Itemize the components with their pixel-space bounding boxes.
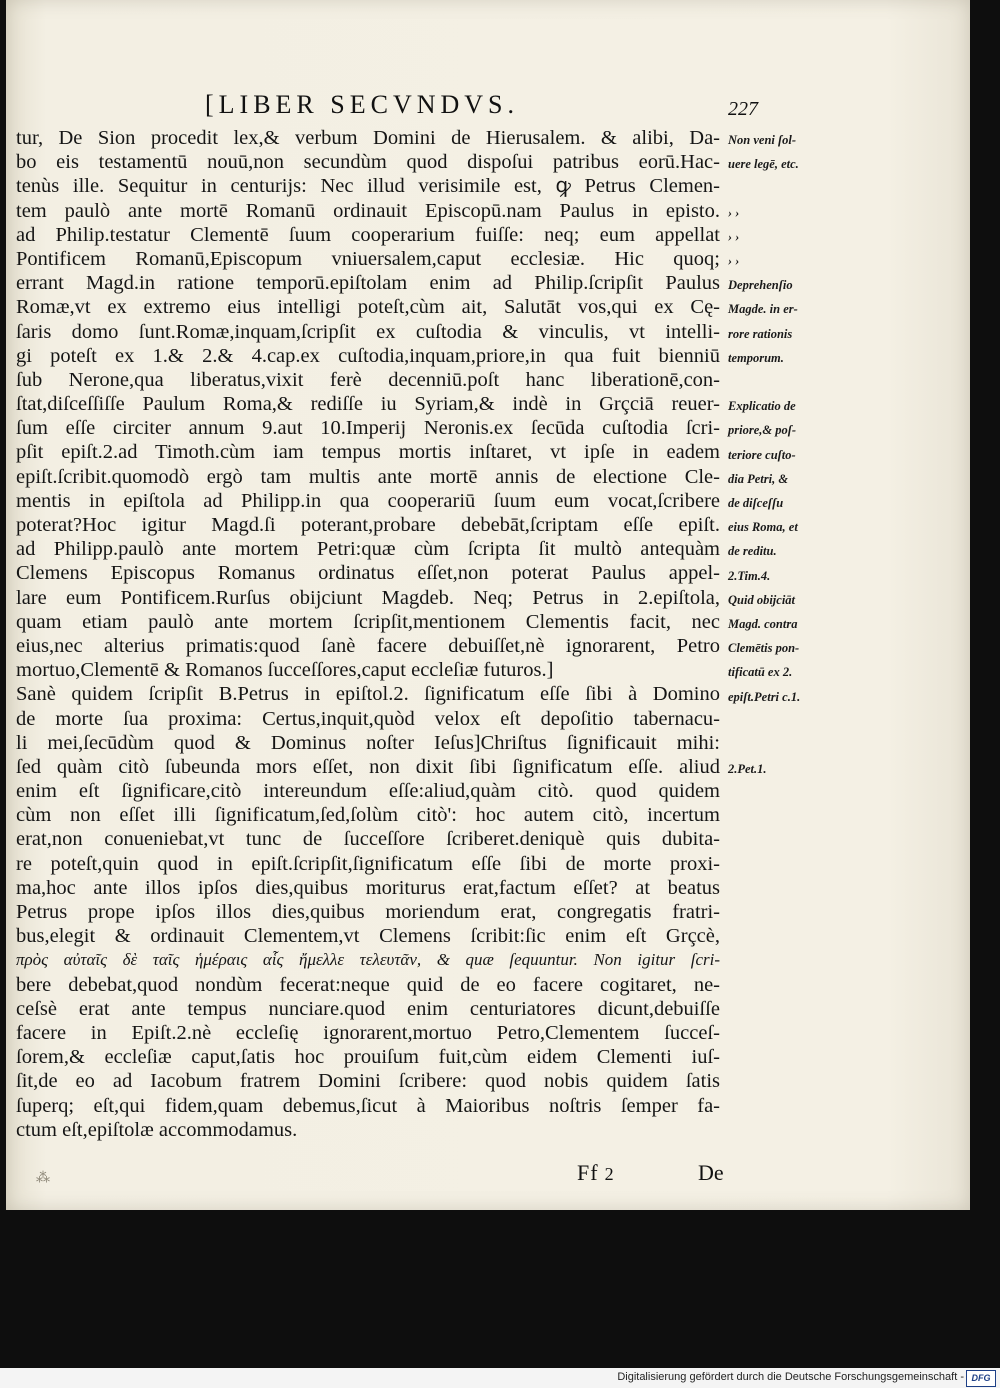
margin-note: Explicatio de bbox=[728, 399, 796, 414]
text-line: epiſt.ſcribit.quomodò ergò tam multis ante mortē annis de electione Cle- bbox=[16, 465, 720, 488]
margin-note: eius Roma, et bbox=[728, 520, 798, 535]
text-line: eius,nec alterius primatis:quod ſanè facere debuiſſet,nè ignorarent, Petro bbox=[16, 634, 720, 657]
margin-note: › › bbox=[728, 205, 740, 220]
margin-note: priore,& poſ- bbox=[728, 423, 797, 438]
text-line: tenùs ille. Sequitur in centurijs: Nec illud verisimile est, ꝙ Petrus Clemen- bbox=[16, 175, 720, 198]
margin-note: Clemētis pon- bbox=[728, 641, 800, 656]
text-line: πρὸς αὐταῖς δὲ ταῖς ἡμέραις αἷς ἤμελλε τελευτᾶν, & quæ ſequuntur. Non igitur ſcri- bbox=[16, 950, 720, 970]
margin-note: › › bbox=[728, 254, 740, 268]
text-line: ma,hoc ante illos ipſos dies,quibus moriturus erat,factum eſſet? at beatus bbox=[16, 876, 720, 899]
text-line: poterat?Hoc igitur Magd.ſi poterant,probare debebāt,ſcriptam eſſe epiſt. bbox=[16, 514, 720, 536]
signature-number: 2 bbox=[604, 1164, 615, 1184]
text-line: tur, De Sion procedit lex,& verbum Domini de Hierusalem. & alibi, Da- bbox=[16, 127, 720, 149]
stray-mark: ⁂ bbox=[36, 1171, 50, 1186]
text-line: mentis in epiſtola ad Philipp.in qua cooperariū ſuum eum vocat,ſcribere bbox=[16, 489, 720, 512]
text-line: ſuperq; eſt,qui fidem,quam debemus,ſicut à Maioribus noſtris ſemper fa- bbox=[16, 1094, 720, 1117]
margin-note: rore rationis bbox=[728, 326, 793, 341]
text-line: ſtat,diſceſſiſſe Paulum Roma,& rediſſe iu Syriam,& indè in Grçciā reuer- bbox=[16, 393, 720, 416]
margin-note: tificatū ex 2. bbox=[728, 665, 793, 680]
text-line: ceſsè erat ante tempus nunciare.quod enim centuriatores dicunt,debuiſſe bbox=[16, 997, 720, 1020]
running-head: [LIBER SECVNDVS. bbox=[205, 90, 520, 119]
margin-note: 2.Tim.4. bbox=[728, 568, 771, 583]
margin-note: Deprehenſio bbox=[728, 278, 793, 293]
text-line: ſum eſſe circiter annum 9.aut 10.Imperij Neronis.ex ſecūda cuſtodia ſcri- bbox=[16, 417, 720, 440]
text-line: bo eis testamentū nouū,non secundùm quod dispoſui patribus eorū.Hac- bbox=[16, 151, 720, 174]
text-line: ad Philipp.paulò ante mortem Petri:quæ cùm ſcripta ſit multò antequàm bbox=[16, 538, 720, 561]
signature-mark bbox=[577, 1160, 615, 1186]
text-line: enim eſt ſignificare,citò intereundum eſſe:aliud,quàm citò. quod quidem bbox=[16, 780, 720, 803]
margin-note: epiſt.Petri c.1. bbox=[728, 689, 801, 704]
margin-note: › › bbox=[728, 229, 740, 244]
text-line: ad Philip.testatur Clementē ſuum cooperarium fuiſſe: neq; eum appellat bbox=[16, 223, 720, 246]
text-line: ſub Nerone,qua liberatus,vixit ferè decenniū.poſt hanc liberationē,con- bbox=[16, 368, 720, 391]
margin-note: de diſceſſu bbox=[728, 496, 784, 510]
margin-note: Magd. contra bbox=[728, 617, 798, 631]
signature-letters: Ff bbox=[577, 1160, 599, 1185]
digitization-footer bbox=[0, 1368, 1000, 1388]
text-line: ctum eſt,epiſtolæ accommodamus. bbox=[16, 1118, 298, 1141]
margin-note: Quid obijciāt bbox=[728, 592, 796, 607]
dfg-logo: DFG bbox=[966, 1370, 996, 1387]
text-line: cùm non eſſet illi ſignificatum,ſed,ſolùm citò': hoc autem citò, incertum bbox=[16, 804, 720, 827]
text-line: ſaris domo ſunt.Romæ,inquam,ſcripſit ex cuſtodia & vinculis, vt intelli- bbox=[16, 320, 720, 343]
main-text-block bbox=[16, 126, 720, 1142]
text-line: Clemens Episcopus Romanus ordinatus eſſet,non poterat Paulus appel- bbox=[16, 562, 720, 585]
text-line: ſed quàm citò ſubeunda mors eſſet, non dixit ſibi ſignificatum eſſe. aliud bbox=[16, 755, 720, 778]
text-line: Petrus prope ipſos illos dies,quibus moriendum erat, congregatis fratri- bbox=[16, 901, 720, 923]
text-line: bere debebat,quod nondùm fecerat:neque quid de eo facere cogitaret, ne- bbox=[16, 973, 720, 996]
margin-note: 2.Pet.1. bbox=[728, 762, 767, 777]
text-line: Romæ,vt ex extremo eius intelligi poteſt,cùm ait, Salutāt vos,qui ex Cę- bbox=[16, 296, 720, 319]
page-number: 227 bbox=[728, 98, 758, 120]
text-line: erat,non conueniebat,vt tunc de ſucceſſore ſcriberet.deniquè quis dubita- bbox=[16, 828, 720, 851]
catchword: De bbox=[698, 1160, 724, 1185]
text-line: de morte ſua proxima: Certus,inquit,quòd velox eſt depoſitio tabernacu- bbox=[16, 707, 720, 730]
margin-note: Non veni ſol- bbox=[728, 133, 797, 147]
text-line: tem paulò ante mortē Romanū ordinauit Episcopū.nam Paulus in episto. bbox=[16, 199, 720, 222]
text-line: mortuo,Clementē & Romanos ſucceſſores,caput eccleſiæ futuros.] bbox=[16, 659, 554, 682]
text-line: Sanè quidem ſcripſit B.Petrus in epiſtol.2. ſignificatum eſſe ſibi à Domino bbox=[16, 683, 720, 706]
text-line: bus,elegit & ordinauit Clementem,vt Clemens ſcribit:ſic enim eſt Grçcè, bbox=[16, 925, 720, 948]
margin-note: uere legē, etc. bbox=[728, 157, 799, 172]
text-line: ſit,de eo ad Iacobum fratrem Domini ſcribere: quod nobis quidem ſatis bbox=[16, 1070, 720, 1093]
text-line: pſit epiſt.2.ad Timoth.cùm iam tempus mortis inſtaret, vt ipſe in eadem bbox=[16, 441, 720, 464]
text-line: errant Magd.in ratione temporū.epiſtolam enim ad Philip.ſcripſit Paulus bbox=[16, 272, 720, 295]
digitization-credit: Digitalisierung gefördert durch die Deutsche Forschungsgemeinschaft - bbox=[617, 1371, 964, 1383]
text-line: quam etiam paulò ante mortem ſcripſit,mentionem Clementis facit, nec bbox=[16, 610, 720, 633]
margin-note: temporum. bbox=[728, 350, 784, 365]
text-line: gi poteſt ex 1.& 2.& 4.cap.ex cuſtodia,inquam,priore,in qua fuit bienniū bbox=[16, 344, 720, 367]
margin-note: Magde. in er- bbox=[728, 302, 798, 317]
text-line: ſorem,& eccleſiæ caput,ſatis hoc prouiſum fuit,cùm eidem Clementi iuſ- bbox=[16, 1046, 720, 1069]
text-line: lare eum Pontificem.Rurſus obijciunt Magdeb. Neq; Petrus in 2.epiſtola, bbox=[16, 586, 720, 609]
margin-note: de reditu. bbox=[728, 544, 777, 559]
text-line: li mei,ſecūdùm quod & Dominus noſter Ieſus]Chriſtus ſignificauit mihi: bbox=[16, 731, 720, 754]
text-line: facere in Epiſt.2.nè eccleſię ignorarent,mortuo Petro,Clementem ſucceſ- bbox=[16, 1021, 720, 1044]
margin-note: dia Petri, & bbox=[728, 471, 789, 486]
text-line: re poteſt,quin quod in epiſt.ſcripſit,ſignificatum eſſe ſibi de morte proxi- bbox=[16, 852, 720, 875]
margin-note: teriore cuſto- bbox=[728, 447, 796, 462]
text-line: Pontificem Romanū,Episcopum vniuersalem,caput ecclesiæ. Hic quoq; bbox=[16, 247, 720, 270]
